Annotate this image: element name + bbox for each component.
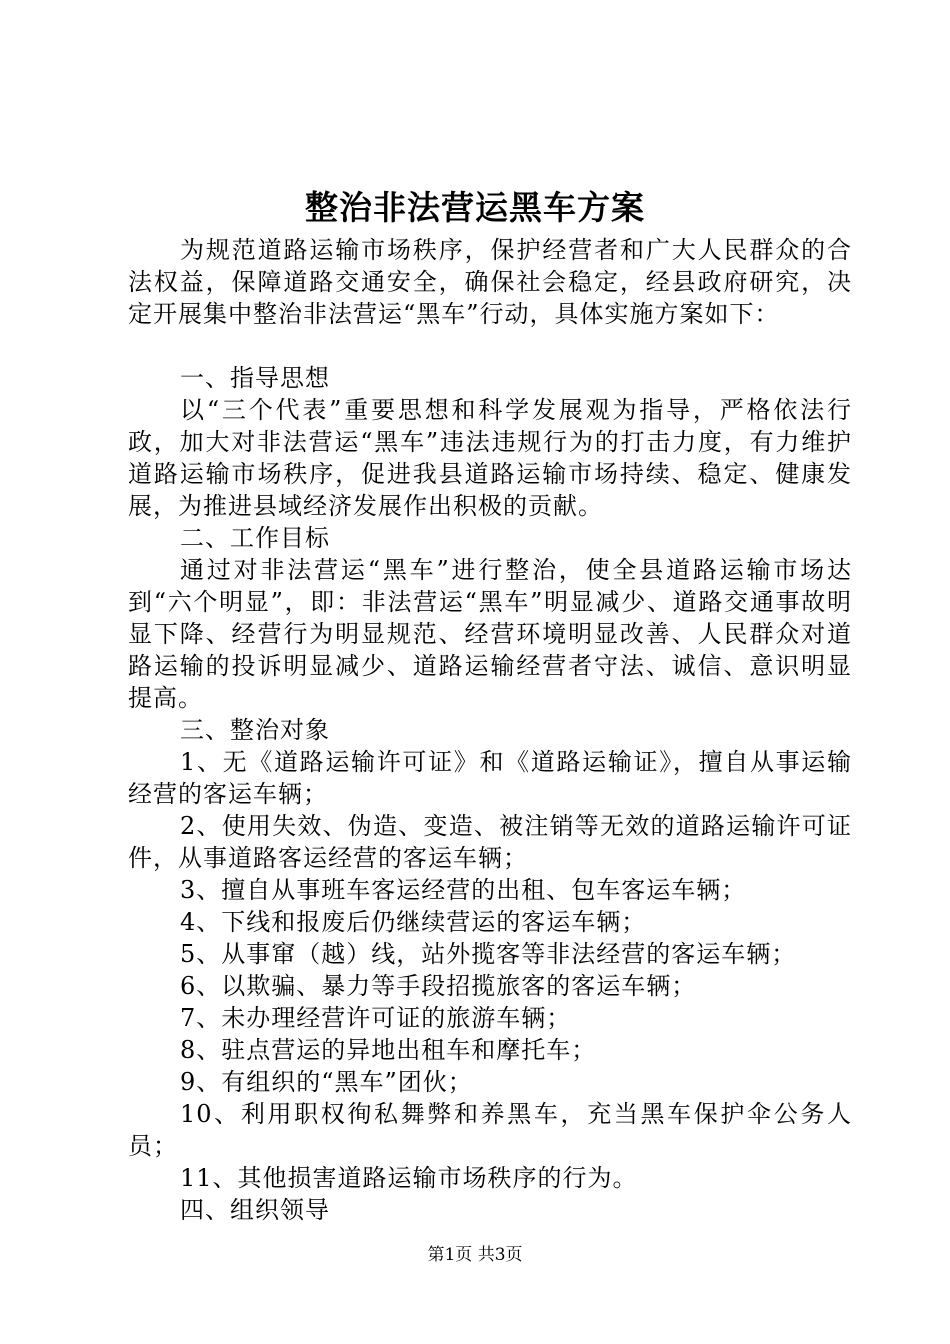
- target-item: 11、其他损害道路运输市场秩序的行为。: [180, 1164, 638, 1192]
- section-heading-guiding-ideology: 一、指导思想: [180, 364, 330, 392]
- document-body: [128, 234, 852, 1226]
- target-item: 5、从事窜（越）线，站外揽客等非法经营的客运车辆；: [180, 940, 797, 968]
- document-title: 整治非法营运黑车方案: [305, 188, 645, 227]
- work-goals-paragraph: 通过对非法营运“黑车”进行整治，使全县道路运输市场达到“六个明显”，即：非法营运“黑车”明显减少、道路交通事故明显下降、经营行为明显规范、经营环境明显改善、人民群众对道路运输的投诉明显减少、道路运输经营者守法、诚信、意识明显提高。: [128, 556, 852, 712]
- intro-paragraph: 为规范道路运输市场秩序，保护经营者和广大人民群众的合法权益，保障道路交通安全，确保社会稳定，经县政府研究，决定开展集中整治非法营运“黑车”行动，具体实施方案如下：: [128, 236, 852, 328]
- target-item: 8、驻点营运的异地出租车和摩托车；: [180, 1036, 597, 1064]
- page-number-footer: 第1页 共3页: [427, 1245, 523, 1265]
- target-item: 4、下线和报废后仍继续营运的客运车辆；: [180, 908, 647, 936]
- target-item: 6、以欺骗、暴力等手段招揽旅客的客运车辆；: [180, 972, 697, 1000]
- target-item: 3、擅自从事班车客运经营的出租、包车客运车辆；: [180, 876, 747, 904]
- target-item: 10、利用职权徇私舞弊和养黑车，充当黑车保护伞公务人员；: [128, 1100, 852, 1160]
- target-item: 1、无《道路运输许可证》和《道路运输证》，擅自从事运输经营的客运车辆；: [128, 748, 852, 808]
- target-item: 2、使用失效、伪造、变造、被注销等无效的道路运输许可证件，从事道路客运经营的客运车辆；: [128, 812, 852, 872]
- guiding-ideology-paragraph: 以“三个代表”重要思想和科学发展观为指导，严格依法行政，加大对非法营运“黑车”违法违规行为的打击力度，有力维护道路运输市场秩序，促进我县道路运输市场持续、稳定、健康发展，为推进县域经济发展作出积极的贡献。: [128, 396, 852, 520]
- section-heading-work-goals: 二、工作目标: [180, 524, 330, 552]
- target-item: 7、未办理经营许可证的旅游车辆；: [180, 1004, 572, 1032]
- section-heading-targets: 三、整治对象: [180, 716, 330, 744]
- target-item: 9、有组织的“黑车”团伙；: [180, 1068, 473, 1096]
- section-heading-organization: 四、组织领导: [180, 1196, 330, 1224]
